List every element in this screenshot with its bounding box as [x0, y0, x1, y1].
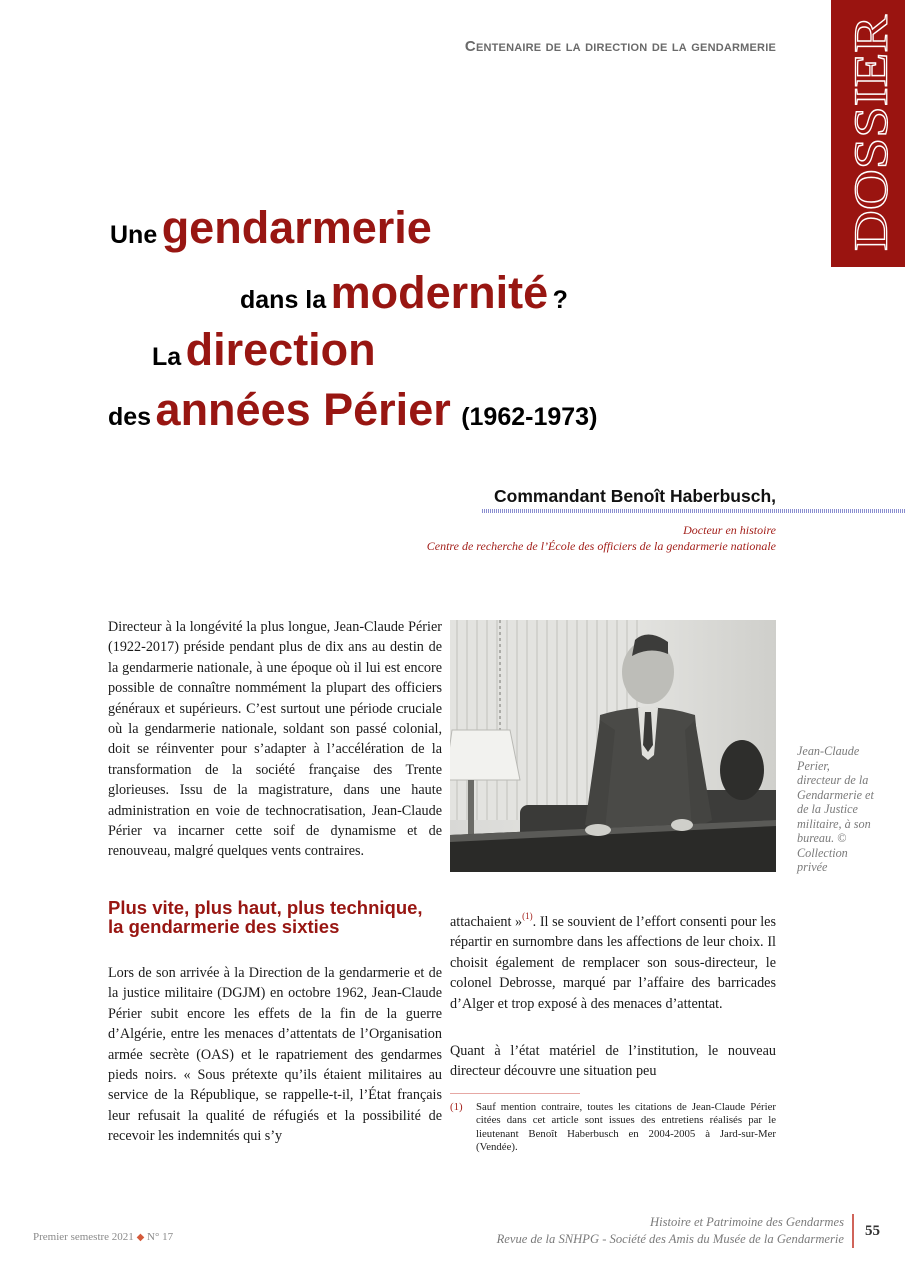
title-keyword: modernité: [330, 267, 549, 318]
author-title: Docteur en histoire: [683, 523, 776, 537]
paragraph-continuation: . Il se souvient de l’effort consenti pour les répartir en surnombre dans les affections de leur choix. Il choisit également de remplacer son sous-directeur, le colonel Debrosse, marqué par l’affaire des barricades d’Alger et trop exposé à des menaces d’attentat.: [450, 914, 776, 1012]
photo-caption: Jean-Claude Perier, directeur de la Gendarmerie et de la Justice militaire, à son bureau. © Collection privée: [797, 744, 874, 874]
footnote-rule: [450, 1093, 580, 1094]
author-dotted-rule: [482, 509, 905, 513]
title-word: Une: [110, 221, 158, 249]
dossier-section-band: [831, 0, 905, 267]
photo-jean-claude-perier: [450, 620, 776, 872]
page-number: 55: [865, 1223, 880, 1239]
author-institution: Centre de recherche de l’École des officiers de la gendarmerie nationale: [426, 539, 776, 553]
dossier-label: DOSSIER: [845, 50, 898, 251]
title-keyword: direction: [185, 324, 376, 375]
title-line-4: [108, 384, 598, 435]
section-paragraph-2: Quant à l’état matériel de l’institution, le nouveau directeur découvre une situation peu: [450, 1043, 776, 1080]
footer-journal: [430, 1214, 844, 1248]
title-word: La: [152, 343, 182, 371]
author-affiliation: [300, 522, 776, 554]
photo-illustration: [450, 620, 776, 872]
footnote: [450, 1101, 776, 1155]
footer-issue: [33, 1231, 173, 1243]
title-keyword: années Périer: [155, 384, 451, 435]
journal-subtitle: Revue de la SNHPG - Société des Amis du Musée de la Gendarmerie: [496, 1232, 844, 1246]
author-name: Commandant Benoît Haberbusch,: [494, 486, 776, 506]
running-head: Centenaire de la direction de la gendarmerie: [464, 38, 776, 55]
dossier-band-graphic: [831, 0, 905, 267]
title-dates: (1962-1973): [461, 403, 598, 431]
diamond-icon: ◆: [136, 1232, 145, 1243]
title-line-3: [152, 324, 376, 375]
footer-divider: [852, 1214, 854, 1248]
title-word: des: [108, 403, 152, 431]
section-paragraph-1: Lors de son arrivée à la Direction de la gendarmerie et de la justice militaire (DGJM) en octobre 1962, Jean-Claude Périer subit encore les effets de la fin de la guerre d’Algérie, entre les menaces d’attentats de l’Organisation armée secrète (OAS) et le rapatriement des gendarmes pieds noirs. « Sous prétexte qu’ils étaient militaires au service de la République, se rappelle-t-il, l’État français leur refusait la qualité de réfugiés et la possibilité de recevoir les indemnités qui s’y: [108, 965, 442, 1145]
title-line-1: [110, 202, 432, 253]
footnote-number: (1): [450, 1101, 463, 1113]
quote-end: attachaient »: [450, 914, 523, 930]
title-keyword: gendarmerie: [161, 202, 432, 253]
journal-title: Histoire et Patrimoine des Gendarmes: [649, 1215, 844, 1229]
footnote-text: Sauf mention contraire, toutes les citations de Jean-Claude Périer citées dans cet article sont issues des entretiens réalisés par le lieutenant Benoît Haberbusch en 2004-2005 à Jard-sur-Mer (Vendée).: [476, 1101, 776, 1154]
footnote-reference[interactable]: (1): [522, 911, 533, 921]
title-question-mark: ?: [552, 286, 568, 314]
title-word: dans la: [240, 286, 327, 314]
section-heading: Plus vite, plus haut, plus technique, la gendarmerie des sixties: [108, 897, 423, 937]
intro-paragraph: Directeur à la longévité la plus longue, Jean-Claude Périer (1922-2017) préside pendant plus de dix ans au destin de la gendarmerie nationale, à une époque où il lui est encore possible de connaître nommément la plupart des officiers généraux et supérieurs. C’est surtout une période cruciale où la gendarmerie nationale, soldant son passé colonial, doit se réinventer pour s’adapter à l’accélération de la transformation de la société française des Trente glorieuses. Issu de la magistrature, dans une haute administration en voie de technocratisation, Jean-Claude Périer va incarner cette soif de dynamisme et de renouveau, malgré quelques vents contraires.: [108, 619, 442, 860]
section-paragraph-1-continued: [450, 912, 776, 1014]
issue-period: Premier semestre 2021: [33, 1231, 134, 1243]
issue-number: N° 17: [147, 1231, 174, 1243]
title-line-2: [240, 267, 568, 318]
